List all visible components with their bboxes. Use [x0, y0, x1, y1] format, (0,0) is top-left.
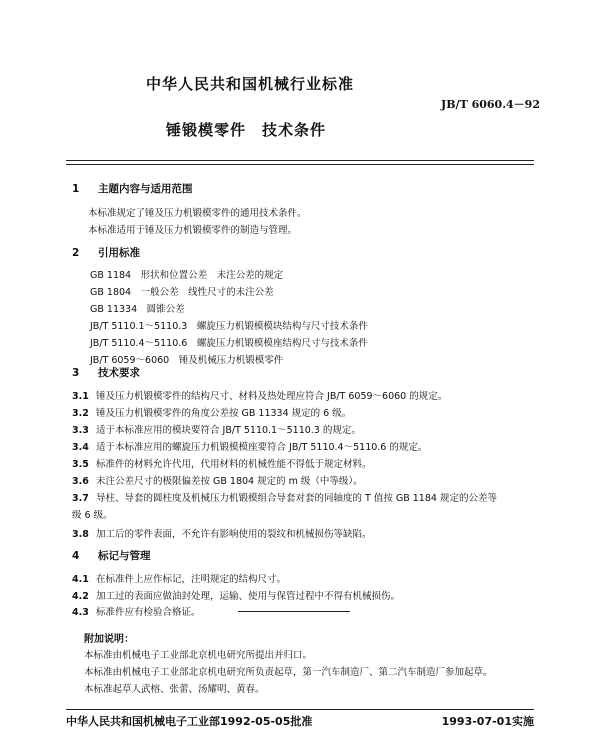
item-text: 适于本标准应用的螺旋压力机锻模模座要符合 JB/T 5110.4～5110.6 的规定。: [96, 442, 428, 453]
section-3-title: 技术要求: [98, 367, 140, 379]
item-number: 3.3: [72, 425, 89, 436]
effective-date: 1993-07-01实施: [441, 715, 534, 728]
requirement-item: [72, 490, 497, 504]
section-3-heading: [72, 365, 140, 380]
item-text: 在标准件上应作标记，注明规定的结构尺寸。: [96, 574, 287, 585]
section-2-number: 2: [72, 247, 80, 259]
header-divider: [66, 160, 534, 165]
section-2-heading: [72, 245, 140, 260]
section-2-title: 引用标准: [98, 247, 140, 259]
note-line: 本标准由机械电子工业部北京机电研究所提出并归口。: [84, 650, 313, 661]
item-number: 3.8: [72, 529, 89, 540]
item-number: 3.1: [72, 391, 89, 402]
management-item: [72, 604, 201, 618]
section-4-heading: [72, 548, 151, 563]
requirement-item: [72, 456, 372, 470]
document-title: 锤锻模零件 技术条件: [166, 121, 327, 139]
item-number: 3.4: [72, 442, 89, 453]
management-item: [72, 588, 400, 602]
item-text: 导柱、导套的圆柱度及机械压力机锻模组合导套对套的同轴度的 T 值按 GB 1184 规定的公差等: [96, 493, 497, 504]
reference-item: GB 1184 形状和位置公差 未注公差的规定: [90, 270, 284, 281]
section-1-title: 主题内容与适用范围: [98, 183, 193, 195]
requirement-item: [72, 405, 351, 419]
reference-item: GB 11334 圆锥公差: [90, 304, 185, 315]
reference-item: GB 1804 一般公差 线性尺寸的未注公差: [90, 287, 274, 298]
item-text: 锤及压力机锻模零件的角度公差按 GB 11334 规定的 6 级。: [96, 408, 352, 419]
item-text: 加工过的表面应做油封处理，运输、使用与保管过程中不得有机械损伤。: [96, 591, 401, 602]
requirement-item-continuation: 级 6 级。: [72, 510, 113, 521]
section-4-title: 标记与管理: [98, 550, 151, 562]
note-line: 本标准起草人武榕、张蕾、汤耀明、黄春。: [84, 684, 265, 695]
org-title: 中华人民共和国机械行业标准: [146, 75, 355, 93]
section-1-paragraph: 本标准适用于锤及压力机锻模零件的制造与管理。: [88, 225, 298, 236]
standard-code: JB/T 6060.4－92: [441, 98, 540, 111]
item-text: 锤及压力机锻模零件的结构尺寸、材料及热处理应符合 JB/T 6059～6060 的规定。: [96, 391, 448, 402]
requirement-item: [72, 473, 363, 487]
notes-divider: [238, 611, 350, 612]
item-number: 3.5: [72, 459, 89, 470]
management-item: [72, 571, 286, 585]
item-text: 标准件应有检验合格证。: [96, 607, 201, 618]
item-text: 加工后的零件表面，不允许有影响使用的裂纹和机械损伤等缺陷。: [96, 529, 372, 540]
section-1-heading: [72, 181, 193, 196]
section-1-number: 1: [72, 183, 80, 195]
item-text: 未注公差尺寸的极限偏差按 GB 1804 规定的 m 级（中等级）。: [96, 476, 363, 487]
reference-item: JB/T 5110.1～5110.3 螺旋压力机锻模模块结构与尺寸技术条件: [90, 321, 368, 332]
item-number: 3.7: [72, 493, 89, 504]
requirement-item: [72, 439, 427, 453]
item-number: 4.1: [72, 574, 89, 585]
item-number: 4.2: [72, 591, 89, 602]
requirement-item: [72, 388, 447, 402]
item-number: 3.2: [72, 408, 89, 419]
item-number: 3.6: [72, 476, 89, 487]
footer-divider: [66, 709, 534, 710]
note-line: 本标准由机械电子工业部北京机电研究所负责起草，第一汽车制造厂、第二汽车制造厂参加起草。: [84, 667, 493, 678]
reference-item: JB/T 6059～6060 锤及机械压力机锻模零件: [90, 355, 284, 366]
item-text: 标准件的材料允许代用，代用材料的机械性能不得低于规定材料。: [96, 459, 372, 470]
section-3-number: 3: [72, 367, 80, 379]
section-4-number: 4: [72, 550, 80, 562]
item-number: 4.3: [72, 607, 89, 618]
reference-item: JB/T 5110.4～5110.6 螺旋压力机锻模模座结构尺寸与技术条件: [90, 338, 368, 349]
requirement-item: [72, 526, 372, 540]
section-1-paragraph: 本标准规定了锤及压力机锻模零件的通用技术条件。: [88, 208, 307, 219]
item-text: 适于本标准应用的模块要符合 JB/T 5110.1～5110.3 的规定。: [96, 425, 361, 436]
requirement-item: [72, 422, 361, 436]
approval-date: 中华人民共和国机械电子工业部1992-05-05批准: [66, 715, 313, 728]
notes-title: 附加说明：: [84, 634, 134, 645]
